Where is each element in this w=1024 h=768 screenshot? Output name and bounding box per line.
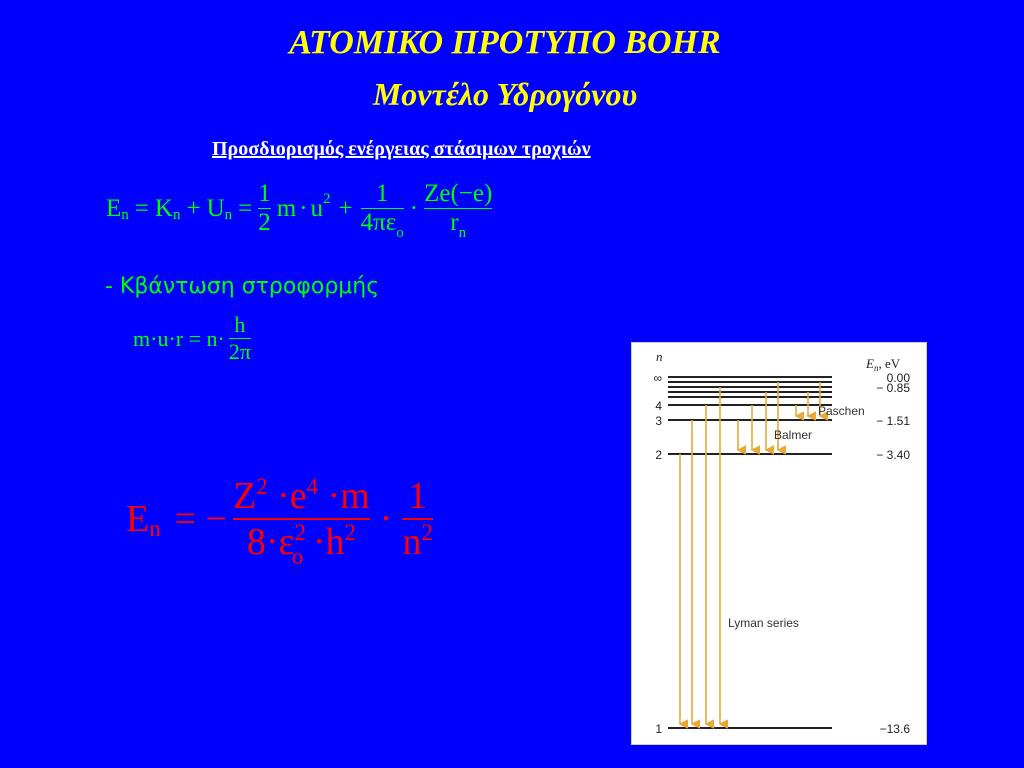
eq1-sub-n2: n [172, 206, 181, 223]
eq1-sub-n3: n [224, 206, 233, 223]
level-n-label: 4 [655, 399, 662, 413]
eq1-coul-num: 1 [375, 180, 389, 207]
eq1-m: m [276, 194, 297, 222]
hydrogen-energy-level-diagram [631, 342, 927, 745]
eq1-sub-n4: n [458, 224, 467, 241]
eq1-minus-e: (−e) [450, 180, 493, 207]
eq1-coulomb-const [360, 180, 404, 241]
section-heading: Προσδιορισμός ενέργειας στάσιμων τροχιών [212, 138, 591, 160]
eq1-four-pi-eps: 4πε [360, 209, 397, 236]
bohr-energy-equation [126, 474, 433, 570]
level-energy-label: 0.00 [886, 371, 910, 385]
eq1-E: E [106, 194, 122, 222]
level-n-label: 3 [655, 414, 662, 428]
eq3-sub-n: n [149, 516, 161, 542]
eq3-dot-e: ·e [277, 475, 307, 517]
eq1-r: r [450, 209, 459, 236]
eq3-E: E [126, 498, 150, 540]
eq3-dot-h: ·h [312, 521, 345, 563]
eq3-h-sq: 2 [344, 520, 356, 546]
page-title: ΑΤΟΜΙΚΟ ΠΡΟΤΥΠΟ BOHR [289, 24, 721, 61]
eq3-dot-m: ·m [327, 475, 370, 517]
eq3-n: n [402, 521, 422, 563]
eq1-sub-n: n [121, 206, 129, 223]
eq1-half-num: 1 [258, 180, 271, 207]
eq3-main-frac [233, 474, 370, 570]
eq1-equals2: = [238, 194, 253, 222]
energy-header: $E_n$, eV [866, 356, 901, 373]
level-energy-label: − 3.40 [876, 448, 910, 462]
eq3-Z: Z [233, 475, 257, 517]
eq3-n-frac [402, 474, 432, 564]
page-subtitle: Μοντέλο Υδρογόνου [372, 76, 638, 112]
eq3-eps-sq: 2 [294, 520, 306, 546]
eq1-u: u [310, 194, 324, 222]
eq2-lhs: m·u·r = n· [133, 325, 225, 351]
bullet-angular-momentum: - Κβάντωση στροφορμής [105, 274, 380, 299]
level-energy-label: −13.6 [879, 722, 910, 736]
eq1-plus2: + [338, 194, 353, 222]
eq1-U: U [206, 194, 225, 222]
energy-equation [106, 180, 493, 241]
energy-level-svg [632, 343, 926, 744]
eq2-two-pi: 2π [228, 339, 251, 364]
eq1-half [258, 180, 271, 237]
eq1-K: K [154, 194, 173, 222]
eq1-dot2: · [409, 194, 419, 222]
eq1-plus: + [186, 194, 201, 222]
paschen-label: Paschen [818, 404, 865, 418]
eq3-Z-sq: 2 [256, 474, 268, 500]
eq3-dot: · [379, 498, 393, 540]
eq3-n-sq: 2 [421, 520, 433, 546]
angular-momentum-equation [133, 312, 251, 365]
lyman-label: Lyman series [728, 616, 799, 630]
level-n-label: 2 [655, 448, 662, 462]
level-n-label: ∞ [653, 371, 662, 385]
eq3-one: 1 [408, 475, 428, 517]
balmer-label: Balmer [774, 428, 813, 442]
eq2-h: h [234, 312, 246, 337]
level-n-label: 1 [655, 722, 662, 736]
eq3-e-four: 4 [306, 474, 319, 500]
eq1-half-den: 2 [258, 209, 271, 236]
eq1-Ze: Ze [424, 180, 451, 207]
eq1-equals: = [134, 194, 149, 222]
eq2-h-frac [229, 312, 251, 365]
eq3-eight-eps: 8·ε [246, 521, 295, 563]
eq1-charge-frac [424, 180, 493, 241]
eq1-sq: 2 [323, 191, 331, 207]
level-energy-label: − 0.85 [876, 381, 910, 395]
eq1-dot: · [299, 194, 308, 222]
n-header: n [656, 349, 663, 364]
level-energy-label: − 1.51 [876, 414, 910, 428]
eq3-eq-minus: = − [174, 498, 227, 540]
eq3-sub-o: o [291, 544, 304, 570]
eq1-sub-o: o [396, 224, 404, 241]
